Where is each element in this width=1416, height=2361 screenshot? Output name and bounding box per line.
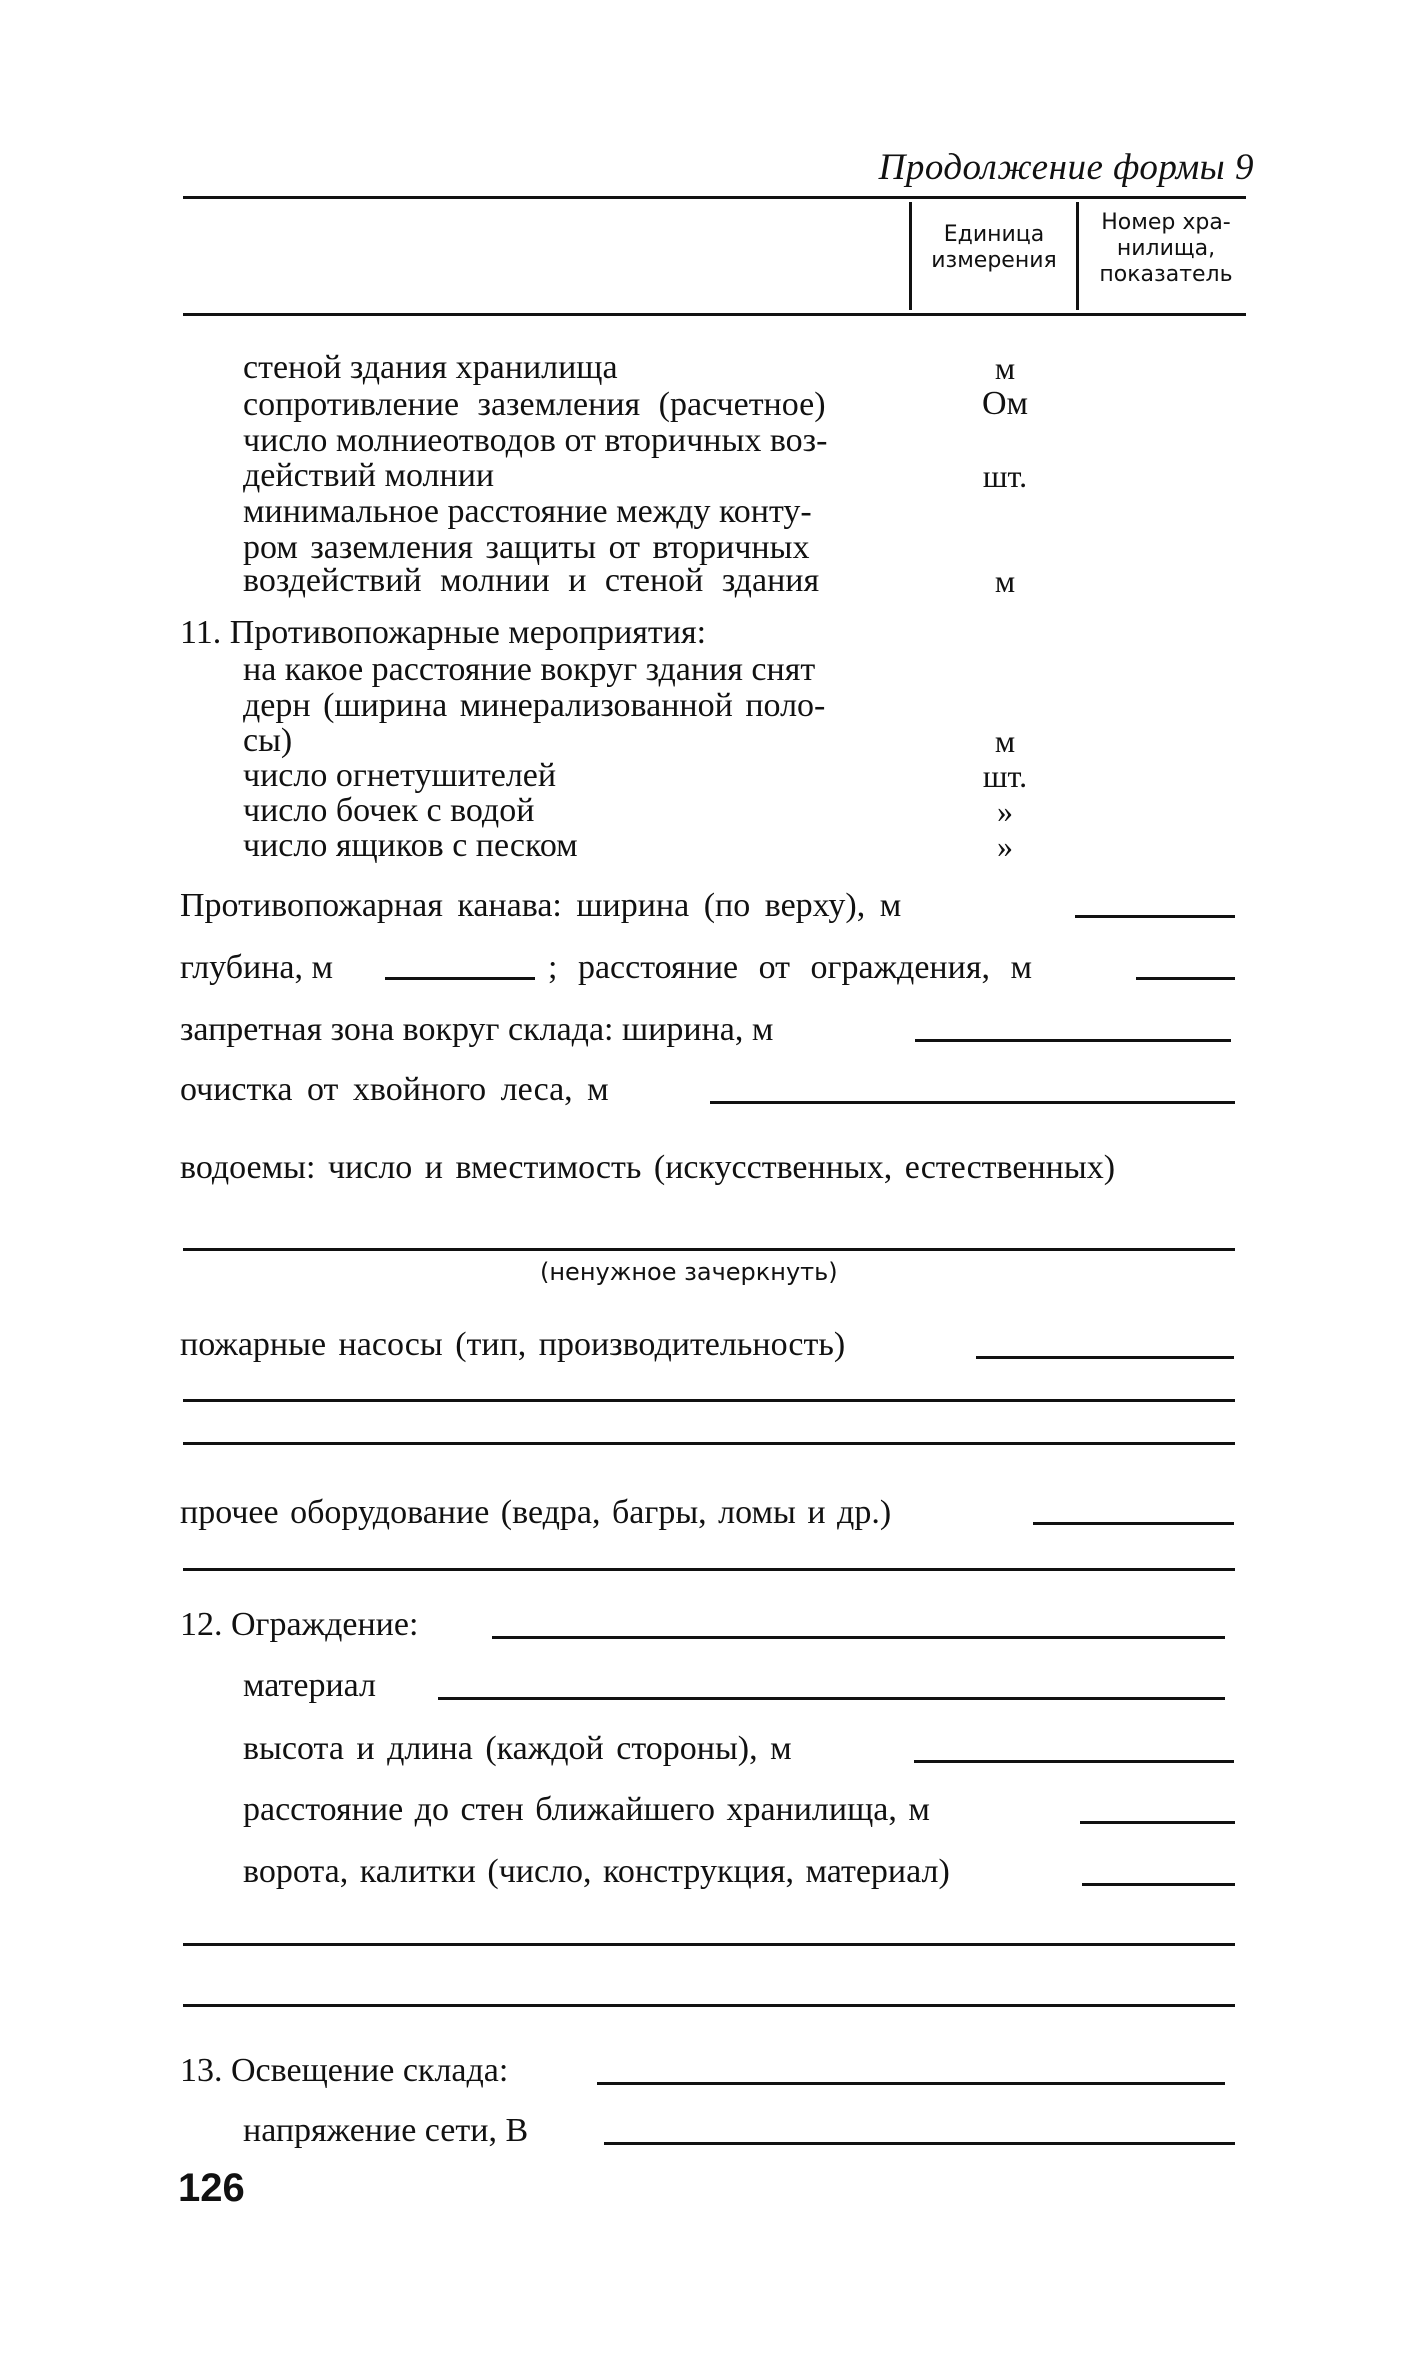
continuation-title: Продолжение формы 9 bbox=[878, 147, 1254, 188]
fence-gates-field[interactable] bbox=[1082, 1883, 1235, 1886]
column-unit-header bbox=[914, 222, 1074, 274]
forbidden-zone-label: запретная зона вокруг склада: ширина, м bbox=[180, 1011, 774, 1048]
row-text: действий молнии bbox=[243, 457, 495, 494]
row-text: стеной здания хранилища bbox=[243, 349, 618, 386]
column-storage-line-2: нилища, bbox=[1116, 236, 1216, 261]
conifer-clearing-field[interactable] bbox=[710, 1101, 1235, 1104]
row-unit: м bbox=[994, 563, 1016, 599]
row-text: число ящиков с песком bbox=[243, 827, 578, 864]
fire-pumps-line-3[interactable] bbox=[183, 1442, 1235, 1445]
column-storage-line-3: показатель bbox=[1099, 262, 1233, 287]
fence-gates-label: ворота, калитки (число, конструкция, материал) bbox=[243, 1853, 950, 1890]
forbidden-zone-field[interactable] bbox=[915, 1039, 1231, 1042]
canal-distance-label: ; расстояние от ограждения, м bbox=[548, 949, 1032, 986]
canal-depth-label: глубина, м bbox=[180, 949, 334, 986]
other-equipment-line-2[interactable] bbox=[183, 1568, 1235, 1571]
row-text: число огнетушителей bbox=[243, 757, 557, 794]
header-divider-right bbox=[1076, 202, 1079, 310]
fence-distance-label: расстояние до стен ближайшего хранилища, м bbox=[243, 1791, 930, 1828]
row-text: число молниеотводов от вторичных воз- bbox=[243, 422, 828, 459]
fence-gates-line-2[interactable] bbox=[183, 1943, 1235, 1946]
column-storage-header bbox=[1081, 210, 1251, 288]
strike-note: (ненужное зачеркнуть) bbox=[540, 1258, 838, 1286]
row-text: дерн (ширина минерализованной поло- bbox=[243, 687, 826, 724]
row-unit: » bbox=[997, 793, 1013, 829]
page-number: 126 bbox=[178, 2166, 245, 2210]
row-unit: шт. bbox=[982, 458, 1028, 494]
row-unit: м bbox=[994, 350, 1016, 386]
fence-height-label: высота и длина (каждой стороны), м bbox=[243, 1730, 792, 1767]
fence-field[interactable] bbox=[492, 1636, 1225, 1639]
row-text: на какое расстояние вокруг здания снят bbox=[243, 651, 816, 688]
canal-depth-field[interactable] bbox=[385, 977, 535, 980]
fence-gates-line-3[interactable] bbox=[183, 2004, 1235, 2007]
fence-height-field[interactable] bbox=[914, 1760, 1234, 1763]
row-unit: » bbox=[997, 828, 1013, 864]
row-text: число бочек с водой bbox=[243, 792, 535, 829]
section-12-title: 12. Ограждение: bbox=[180, 1606, 419, 1643]
row-unit: шт. bbox=[982, 758, 1028, 794]
fire-pumps-field[interactable] bbox=[976, 1356, 1234, 1359]
fence-material-label: материал bbox=[243, 1667, 376, 1704]
header-divider-left bbox=[909, 202, 912, 310]
canal-distance-field[interactable] bbox=[1136, 977, 1235, 980]
row-unit: м bbox=[994, 723, 1016, 759]
voltage-label: напряжение сети, В bbox=[243, 2112, 529, 2149]
ponds-label: водоемы: число и вместимость (искусственных, естественных) bbox=[180, 1149, 1116, 1186]
other-equipment-field[interactable] bbox=[1033, 1522, 1234, 1525]
row-text: воздействий молнии и стеной здания bbox=[243, 562, 820, 599]
header-top-rule bbox=[183, 196, 1246, 199]
row-text: сопротивление заземления (расчетное) bbox=[243, 386, 826, 423]
row-text: ром заземления защиты от вторичных bbox=[243, 529, 810, 566]
conifer-clearing-label: очистка от хвойного леса, м bbox=[180, 1071, 609, 1108]
ponds-field[interactable] bbox=[183, 1248, 1235, 1251]
section-11-title: 11. Противопожарные мероприятия: bbox=[180, 614, 707, 651]
voltage-field[interactable] bbox=[604, 2142, 1235, 2145]
canal-width-field[interactable] bbox=[1075, 915, 1235, 918]
column-unit-line-2: измерения bbox=[931, 248, 1057, 273]
header-bottom-rule bbox=[183, 313, 1246, 316]
column-unit-line-1: Единица bbox=[943, 222, 1045, 247]
fence-material-field[interactable] bbox=[438, 1697, 1225, 1700]
canal-width-label: Противопожарная канава: ширина (по верху), м bbox=[180, 887, 902, 924]
row-text: сы) bbox=[243, 722, 293, 759]
row-unit: Ом bbox=[981, 385, 1029, 422]
fence-distance-field[interactable] bbox=[1080, 1821, 1235, 1824]
fire-pumps-label: пожарные насосы (тип, производительность) bbox=[180, 1326, 846, 1363]
section-13-title: 13. Освещение склада: bbox=[180, 2052, 509, 2089]
row-text: минимальное расстояние между конту- bbox=[243, 493, 812, 530]
column-storage-line-1: Номер хра- bbox=[1101, 210, 1231, 235]
other-equipment-label: прочее оборудование (ведра, багры, ломы и др.) bbox=[180, 1494, 892, 1531]
fire-pumps-line-2[interactable] bbox=[183, 1399, 1235, 1402]
lighting-field[interactable] bbox=[597, 2082, 1225, 2085]
